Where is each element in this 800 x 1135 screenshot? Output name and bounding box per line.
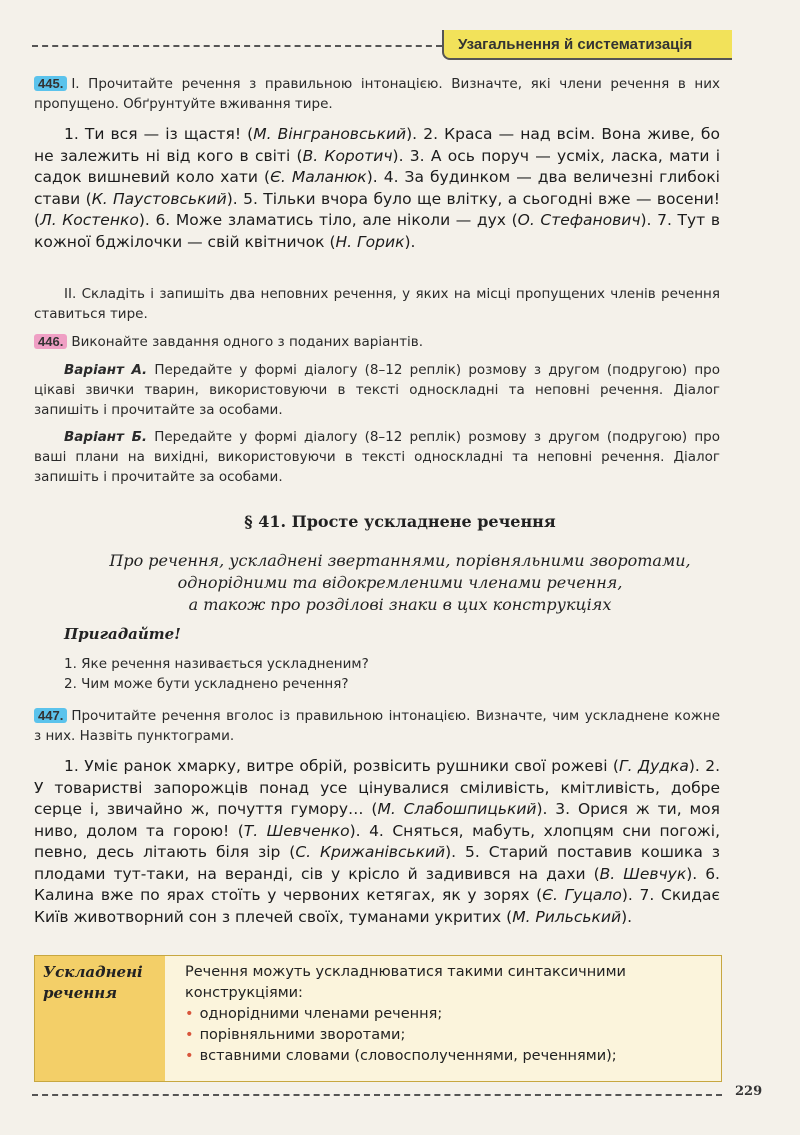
exercise-445-task <box>34 74 720 114</box>
sentence-5: 5. Тільки вчора було ще влітку, а сьогодні вже — восени! (Л. Костенко). <box>34 189 720 229</box>
recall-question-1: 1. Яке речення називається ускладненим? <box>64 656 369 672</box>
rule-item: • порівняльними зворотами; <box>185 1027 406 1043</box>
recall-question-2: 2. Чим може бути ускладнено речення? <box>64 676 349 692</box>
exercise-number-445: 445. <box>34 76 67 91</box>
exercise-445-task-2: II. Складіть і запишіть два неповних речення, у яких на місці пропущених членів речення ставиться тире. <box>34 286 720 322</box>
section-subtitle-2: однорідними та відокремленими членами речення, <box>177 573 623 592</box>
sentence-2: 2. Краса — над всім. Вона живе, бо не залежить ні від кого в світі (В. Коротич). <box>34 125 720 165</box>
rule-item: • вставними словами (словосполученнями, реченнями); <box>185 1048 617 1064</box>
variant-a <box>34 360 720 420</box>
page-number: 229 <box>735 1084 763 1099</box>
exercise-445-task-text: I. Прочитайте речення з правильною інтонацією. Визначте, які члени речення в них пропущено. Обґрунтуйте вживання тире. <box>34 76 720 112</box>
variant-b-text: Передайте у формі діалогу (8–12 реплік) розмову з другом (подругою) про ваші плани на вихідні, використовуючи в тексті односкладні та неповні речення. Діалог запишіть і прочитайте за особами. <box>34 429 721 485</box>
exercise-446-task <box>34 332 720 352</box>
rule-content <box>185 962 715 1067</box>
rule-title <box>43 962 143 1004</box>
section-title: § 41. Просте ускладнене речення <box>244 512 556 531</box>
exercise-number-446: 446. <box>34 334 67 349</box>
rule-item: • однорідними членами речення; <box>185 1006 443 1022</box>
sentence-1: 1. Ти вся — із щастя! (М. Вінграновський). <box>64 125 418 143</box>
rule-title-line-2: речення <box>43 984 118 1002</box>
bullet-icon: • <box>185 1006 194 1022</box>
variant-a-text: Передайте у формі діалогу (8–12 реплік) розмову з другом (подругою) про цікаві звички тварин, використовуючи в тексті односкладні та неповні речення. Діалог запишіть і прочитайте за особами. <box>34 362 720 418</box>
variant-a-label: Варіант А. <box>64 362 148 378</box>
sentence-7: 7. Тут в кожної бджілочки — свій квітничок (Н. Горик). <box>34 211 720 251</box>
rule-title-panel <box>35 956 165 1081</box>
section-header-tab <box>442 30 732 60</box>
section-header-label: Узагальнення й систематизація <box>458 35 693 53</box>
rule-title-line-1: Ускладнені <box>43 963 143 981</box>
section-subtitle-1: Про речення, ускладнені звертаннями, порівняльними зворотами, <box>109 551 691 570</box>
sentence-6: 6. Може зламатись тіло, але ніколи — дух (О. Стефанович). <box>155 211 652 229</box>
rule-intro: Речення можуть ускладнюватися такими синтаксичними конструкціями: <box>185 964 626 1001</box>
sentence-3: 3. А ось поруч — усміх, ласка, мати і садок вишневий коло хати (Є. Маланюк). <box>34 146 721 186</box>
bullet-icon: • <box>185 1027 194 1043</box>
exercise-number-447: 447. <box>34 708 67 723</box>
exercise-447-task <box>34 706 720 746</box>
exercise-446-task-text: Виконайте завдання одного з поданих варіантів. <box>71 334 424 350</box>
rule-box <box>34 955 722 1082</box>
variant-b <box>34 427 720 487</box>
exercise-447-sentences: 1. Уміє ранок хмарку, витре обрій, розвісить рушники свої рожеві (Г. Дудка). 2. У товаристві запорожців понад усе цінувалися сміливість, кмітливість, добре серце і, звичайно ж, почуття гумору… (М. Слабошпицький). 3. Орися ж ти, моя ниво, долом та горою! (Т. Шевченко). 4. Сняться, мабуть, хлопцям сни погожі, певно, десь літають біля зір (С. Крижанівський). 5. Старий поставив кошика з плодами тут-таки, на веранді, сів у крісло й задивився на дахи (В. Шевчук). 6. Калина вже по ярах стоїть у червоних кетягах, як у зорях (Є. Гуцало). 7. Скидає Київ животворний сон з плечей своїх, туманами укритих (М. Рильський). <box>34 757 721 926</box>
footer-dashed-line <box>32 1094 722 1096</box>
header-dashed-line <box>32 45 442 47</box>
sentence-4: 4. За будинком — два величезні глибокі стави (К. Паустовський). <box>34 168 720 208</box>
section-subtitle-3: а також про розділові знаки в цих конструкціях <box>188 595 612 614</box>
exercise-445-sentences <box>34 124 720 253</box>
recall-title: Пригадайте! <box>64 625 181 643</box>
exercise-447-task-text: Прочитайте речення вголос із правильною інтонацією. Визначте, чим ускладнене кожне з них. Назвіть пунктограми. <box>34 708 720 744</box>
bullet-icon: • <box>185 1048 194 1064</box>
variant-b-label: Варіант Б. <box>64 429 147 445</box>
